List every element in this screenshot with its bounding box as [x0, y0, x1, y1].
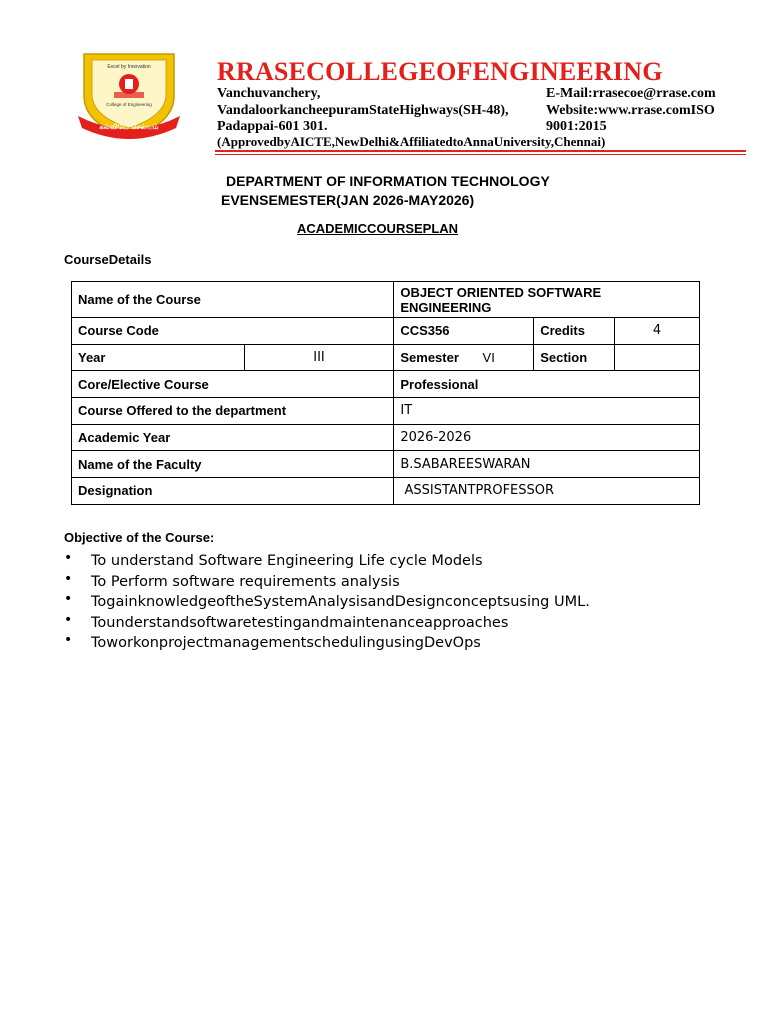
address-line: Vanchuvanchery,: [217, 86, 321, 101]
semester-value: VI: [482, 350, 495, 366]
plan-title: ACADEMICCOURSEPLAN: [297, 221, 459, 236]
contact-block: [546, 86, 716, 136]
table-row: [72, 398, 700, 425]
table-row: [72, 318, 700, 345]
faculty-label: Name of the Faculty: [72, 451, 394, 478]
year-value: III: [244, 344, 394, 371]
bullet-icon: •: [64, 570, 73, 587]
academic-year-label: Academic Year: [72, 424, 394, 451]
designation-label: Designation: [72, 478, 394, 505]
college-name: RRASECOLLEGEOFENGINEERING: [217, 57, 663, 86]
logo-middle-text: College of Engineering: [106, 102, 152, 107]
list-item: [64, 551, 590, 572]
objective-text: TogainknowledgeoftheSystemAnalysisandDesignconceptsusing UML.: [91, 594, 590, 610]
list-item: [64, 592, 590, 613]
year-label: Year: [72, 344, 245, 371]
designation-value: ASSISTANTPROFESSOR: [394, 478, 700, 505]
table-row: [72, 282, 700, 318]
course-details-label: CourseDetails: [64, 252, 152, 267]
course-code-label: Course Code: [72, 318, 394, 345]
course-code-value: CCS356: [394, 318, 534, 345]
website-line: Website:www.rrase.comISO: [546, 102, 715, 118]
address-block: [217, 86, 509, 136]
college-logo: [76, 46, 182, 142]
address-line: VandaloorkancheepuramStateHighways(SH-48),: [217, 102, 509, 118]
objective-text: Tounderstandsoftwaretestingandmaintenanceapproaches: [91, 614, 509, 631]
course-details-table: [71, 281, 700, 505]
table-row: [72, 424, 700, 451]
list-item: [64, 633, 590, 654]
bullet-icon: •: [64, 611, 73, 628]
course-name-label: Name of the Course: [72, 282, 394, 318]
section-value: [615, 344, 700, 371]
list-item: [64, 613, 590, 634]
email-line: E-Mail:rrasecoe@rrase.com: [546, 86, 716, 101]
objective-text: To Perform software requirements analysis: [91, 573, 400, 590]
bullet-icon: •: [64, 550, 73, 566]
objectives-list: [64, 551, 590, 654]
bullet-icon: •: [64, 591, 73, 607]
department-title: DEPARTMENT OF INFORMATION TECHNOLOGY: [226, 173, 550, 189]
academic-year-value: 2026-2026: [394, 424, 700, 451]
list-item: [64, 572, 590, 593]
credits-value: 4: [615, 318, 700, 345]
core-elective-label: Core/Elective Course: [72, 371, 394, 398]
table-row: [72, 344, 700, 371]
header-divider: [215, 150, 746, 152]
semester-title: EVENSEMESTER(JAN 2026-MAY2026): [221, 192, 475, 208]
address-line: Padappai-601 301.: [217, 119, 328, 134]
iso-line: 9001:2015: [546, 119, 607, 134]
credits-label: Credits: [534, 318, 615, 345]
course-name-value: OBJECT ORIENTED SOFTWARE ENGINEERING: [394, 282, 700, 318]
objective-text: ToworkonprojectmanagementschedulingusingDevOps: [91, 635, 481, 651]
objective-text: To understand Software Engineering Life cycle Models: [91, 553, 483, 569]
table-row: [72, 451, 700, 478]
table-row: [72, 371, 700, 398]
table-row: [72, 478, 700, 505]
header-divider-thin: [215, 154, 746, 155]
logo-top-text: Excel by Innovation: [107, 64, 151, 70]
semester-label: Semester: [400, 350, 459, 366]
offered-value: IT: [394, 398, 700, 425]
offered-label: Course Offered to the department: [72, 398, 394, 425]
semester-cell: [394, 344, 534, 371]
approval-line: (ApprovedbyAICTE,NewDelhi&AffiliatedtoAnnaUniversity,Chennai): [217, 134, 606, 149]
faculty-value: B.SABAREESWARAN: [394, 451, 700, 478]
objectives-title: Objective of the Course:: [64, 530, 215, 545]
bullet-icon: •: [64, 632, 73, 648]
section-label: Section: [534, 344, 615, 371]
core-elective-value: Professional: [394, 371, 700, 398]
logo-ribbon-text: கல்வியே செல்வம்: [99, 123, 159, 131]
